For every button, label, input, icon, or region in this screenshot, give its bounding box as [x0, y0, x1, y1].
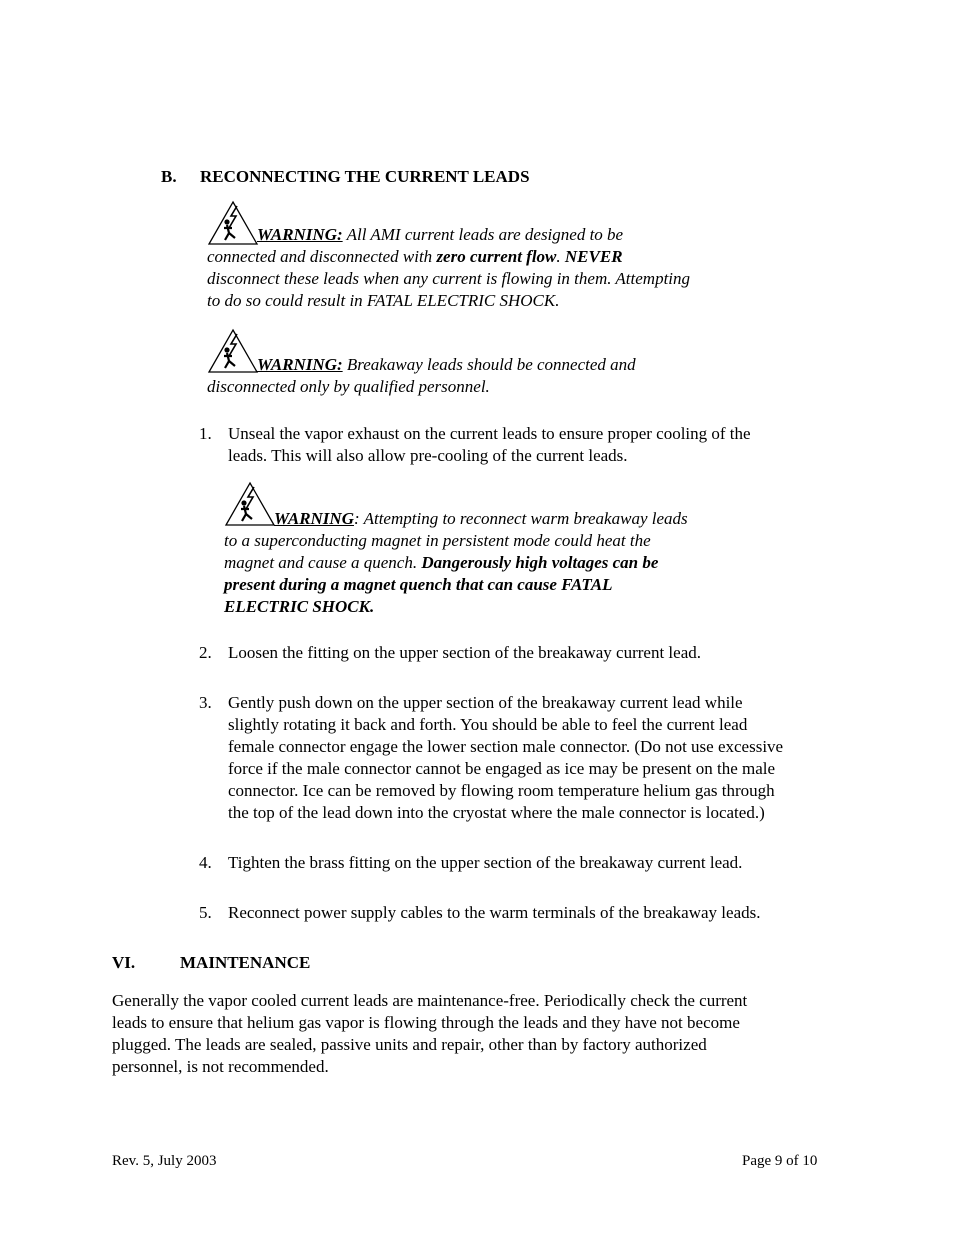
step-5-text [228, 902, 760, 924]
step-5-line: Reconnect power supply cables to the warm terminals of the breakaway leads. [228, 903, 761, 922]
warning-2 [207, 327, 767, 398]
step-1-text [228, 423, 751, 467]
warning-1-bold-b: NEVER [564, 247, 623, 266]
warning-2-text-b: disconnected only by qualified personnel. [207, 377, 490, 396]
warning-3-label: WARNING [274, 509, 354, 528]
step-3-line: female connector engage the lower section male connector. (Do not use excessive [228, 737, 784, 756]
maintenance-paragraph [112, 990, 747, 1078]
step-3-number: 3. [199, 693, 212, 712]
maintenance-line: personnel, is not recommended. [112, 1057, 329, 1076]
warning-3 [224, 480, 784, 618]
electric-shock-warning-icon [224, 481, 276, 527]
step-1-line: leads. This will also allow pre-cooling of the current leads. [228, 446, 628, 465]
warning-1-bold-a: zero current flow [436, 247, 557, 266]
warning-1-text-c: disconnect these leads when any current is flowing in them. Attempting [207, 269, 691, 288]
step-2-line: Loosen the fitting on the upper section of the breakaway current lead. [228, 643, 701, 662]
maintenance-line: plugged. The leads are sealed, passive units and repair, other than by factory authorized [112, 1035, 707, 1054]
step-3-line: slightly rotating it back and forth. You should be able to feel the current lead [228, 715, 748, 734]
warning-3-text-b: to a superconducting magnet in persistent mode could heat the [224, 531, 651, 550]
section-vi-numeral: VI. [112, 953, 136, 972]
step-3-line: connector. Ice can be removed by flowing room temperature helium gas through [228, 781, 775, 800]
warning-2-label: WARNING: [257, 355, 343, 374]
step-3-line: force if the male connector cannot be engaged as ice may be present on the male [228, 759, 776, 778]
warning-2-text-a: Breakaway leads should be connected and [342, 355, 636, 374]
step-2-number: 2. [199, 643, 212, 662]
warning-3-bold-a: Dangerously high voltages can be [421, 553, 659, 572]
step-1-number: 1. [199, 424, 212, 443]
warning-3-text-c: magnet and cause a quench. [224, 553, 422, 572]
section-b-letter: B. [161, 167, 177, 186]
warning-1 [207, 200, 767, 312]
section-b-title: RECONNECTING THE CURRENT LEADS [200, 167, 530, 186]
warning-1-text-b: connected and disconnected with [207, 247, 437, 266]
step-5-number: 5. [199, 903, 212, 922]
warning-1-dot: . [556, 247, 565, 266]
warning-1-text-a: All AMI current leads are designed to be [342, 225, 624, 244]
footer-revision: Rev. 5, July 2003 [112, 1153, 217, 1169]
step-3-line: Gently push down on the upper section of the breakaway current lead while [228, 693, 743, 712]
step-3-line: the top of the lead down into the cryostat where the male connector is located.) [228, 803, 765, 822]
electric-shock-warning-icon [207, 200, 259, 246]
step-3-text [228, 692, 783, 824]
step-4-number: 4. [199, 853, 212, 872]
step-2-text [228, 642, 701, 664]
warning-3-bold-b: present during a magnet quench that can cause FATAL [224, 575, 613, 594]
step-4-text [228, 852, 742, 874]
warning-3-text-a: : Attempting to reconnect warm breakaway leads [353, 509, 688, 528]
section-vi-title: MAINTENANCE [180, 953, 311, 972]
warning-1-label: WARNING: [257, 225, 343, 244]
maintenance-line: leads to ensure that helium gas vapor is flowing through the leads and they have not become [112, 1013, 740, 1032]
step-4-line: Tighten the brass fitting on the upper section of the breakaway current lead. [228, 853, 743, 872]
warning-1-text-d: to do so could result in FATAL ELECTRIC SHOCK. [207, 291, 560, 310]
warning-3-bold-c: ELECTRIC SHOCK. [224, 597, 375, 616]
step-1-line: Unseal the vapor exhaust on the current leads to ensure proper cooling of the [228, 424, 751, 443]
footer-page-number: Page 9 of 10 [742, 1153, 818, 1169]
maintenance-line: Generally the vapor cooled current leads are maintenance-free. Periodically check the current [112, 991, 748, 1010]
electric-shock-warning-icon [207, 328, 259, 374]
